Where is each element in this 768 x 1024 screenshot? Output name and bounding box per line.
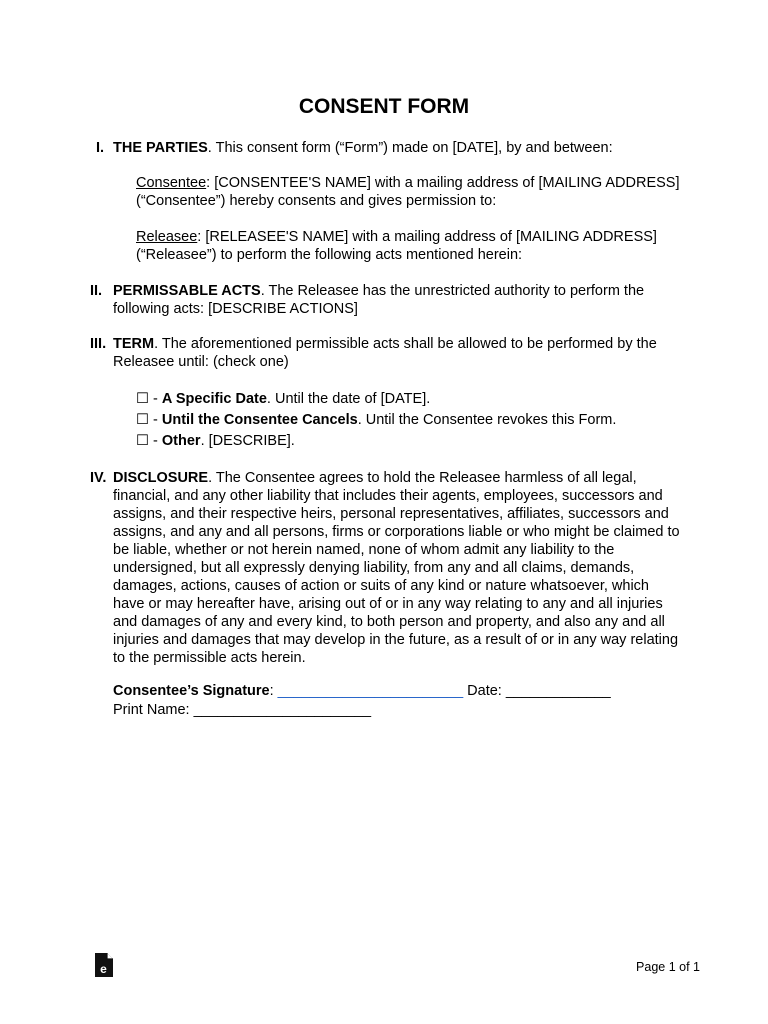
acts-text: . The Releasee has the unrestricted authority to perform the following acts: [DESCRIBE ACTIONS] xyxy=(113,283,645,317)
consentee-paragraph xyxy=(136,174,696,210)
term-paragraph xyxy=(113,335,681,371)
section-heading: DISCLOSURE xyxy=(113,470,209,486)
parties-paragraph xyxy=(113,139,681,157)
option-text: . Until the date of [DATE]. xyxy=(266,391,431,407)
option-label: Until the Consentee Cancels xyxy=(161,412,358,428)
date-field[interactable]: _____________ xyxy=(505,683,611,699)
parties-text: . This consent form (“Form”) made on [DATE], by and between: xyxy=(207,140,613,156)
releasee-label: Releasee xyxy=(136,229,198,245)
section-number: II. xyxy=(90,283,103,299)
option-text: . [DESCRIBE]. xyxy=(200,433,295,449)
signature-label: Consentee’s Signature xyxy=(113,683,270,699)
checkbox-icon[interactable]: ☐ - xyxy=(136,412,162,428)
section-number: I. xyxy=(96,140,105,156)
svg-text:e: e xyxy=(100,962,107,976)
signature-colon: : xyxy=(269,683,278,699)
section-heading: THE PARTIES xyxy=(113,140,208,156)
section-heading: PERMISSABLE ACTS xyxy=(113,283,261,299)
disclosure-text: . The Consentee agrees to hold the Releasee harmless of all legal, financial, and any other liability that includes their agents, employees, successors and assigns, and their respective heirs, personal representatives, affiliates, successors and assigns, and any and all persons, firms or corporations liable or who might be claimed to be liable, whether or not herein named, none of whom admit any liability to the undersigned, but all expressly denying liability, from any and all claims, demands, damages, actions, causes of action or suits of any kind or nature whatsoever, which have or may hereafter have, arising out of or in any way relating to any and all injuries and damages of any and every kind, to both person and property, and also any and all injuries and damages that may develop in the future, as a result of or in any way relating to the permissible acts herein. xyxy=(113,470,680,666)
date-label: Date: xyxy=(463,683,506,699)
term-text: . The aforementioned permissible acts shall be allowed to be performed by the Releasee until: (check one) xyxy=(113,336,657,370)
checkbox-icon[interactable]: ☐ - xyxy=(136,433,162,449)
releasee-text: : [RELEASEE'S NAME] with a mailing address of [MAILING ADDRESS] (“Releasee”) to perform the following acts mentioned herein: xyxy=(136,229,657,263)
consentee-label: Consentee xyxy=(136,175,207,191)
option-label: A Specific Date xyxy=(161,391,267,407)
section-heading: TERM xyxy=(113,336,155,352)
term-option[interactable] xyxy=(136,411,616,429)
section-number: III. xyxy=(90,336,107,352)
term-option[interactable] xyxy=(136,432,295,450)
print-name-field[interactable]: ______________________ xyxy=(193,702,372,718)
term-option[interactable] xyxy=(136,390,430,408)
option-text: . Until the Consentee revokes this Form. xyxy=(357,412,617,428)
acts-paragraph xyxy=(113,282,681,318)
checkbox-icon[interactable]: ☐ - xyxy=(136,391,162,407)
disclosure-paragraph xyxy=(113,469,681,667)
document-logo-icon xyxy=(93,952,115,978)
document-title: CONSENT FORM xyxy=(298,95,470,118)
print-name-row xyxy=(113,701,371,719)
signature-field[interactable]: _______________________ xyxy=(277,683,464,699)
consentee-text: : [CONSENTEE'S NAME] with a mailing address of [MAILING ADDRESS] (“Consentee”) hereby consents and gives permission to: xyxy=(136,175,680,209)
releasee-paragraph xyxy=(136,228,696,264)
page-number: Page 1 of 1 xyxy=(636,960,700,974)
option-label: Other xyxy=(161,433,201,449)
print-name-label: Print Name: xyxy=(113,702,194,718)
signature-row xyxy=(113,682,611,700)
section-number: IV. xyxy=(90,470,107,486)
